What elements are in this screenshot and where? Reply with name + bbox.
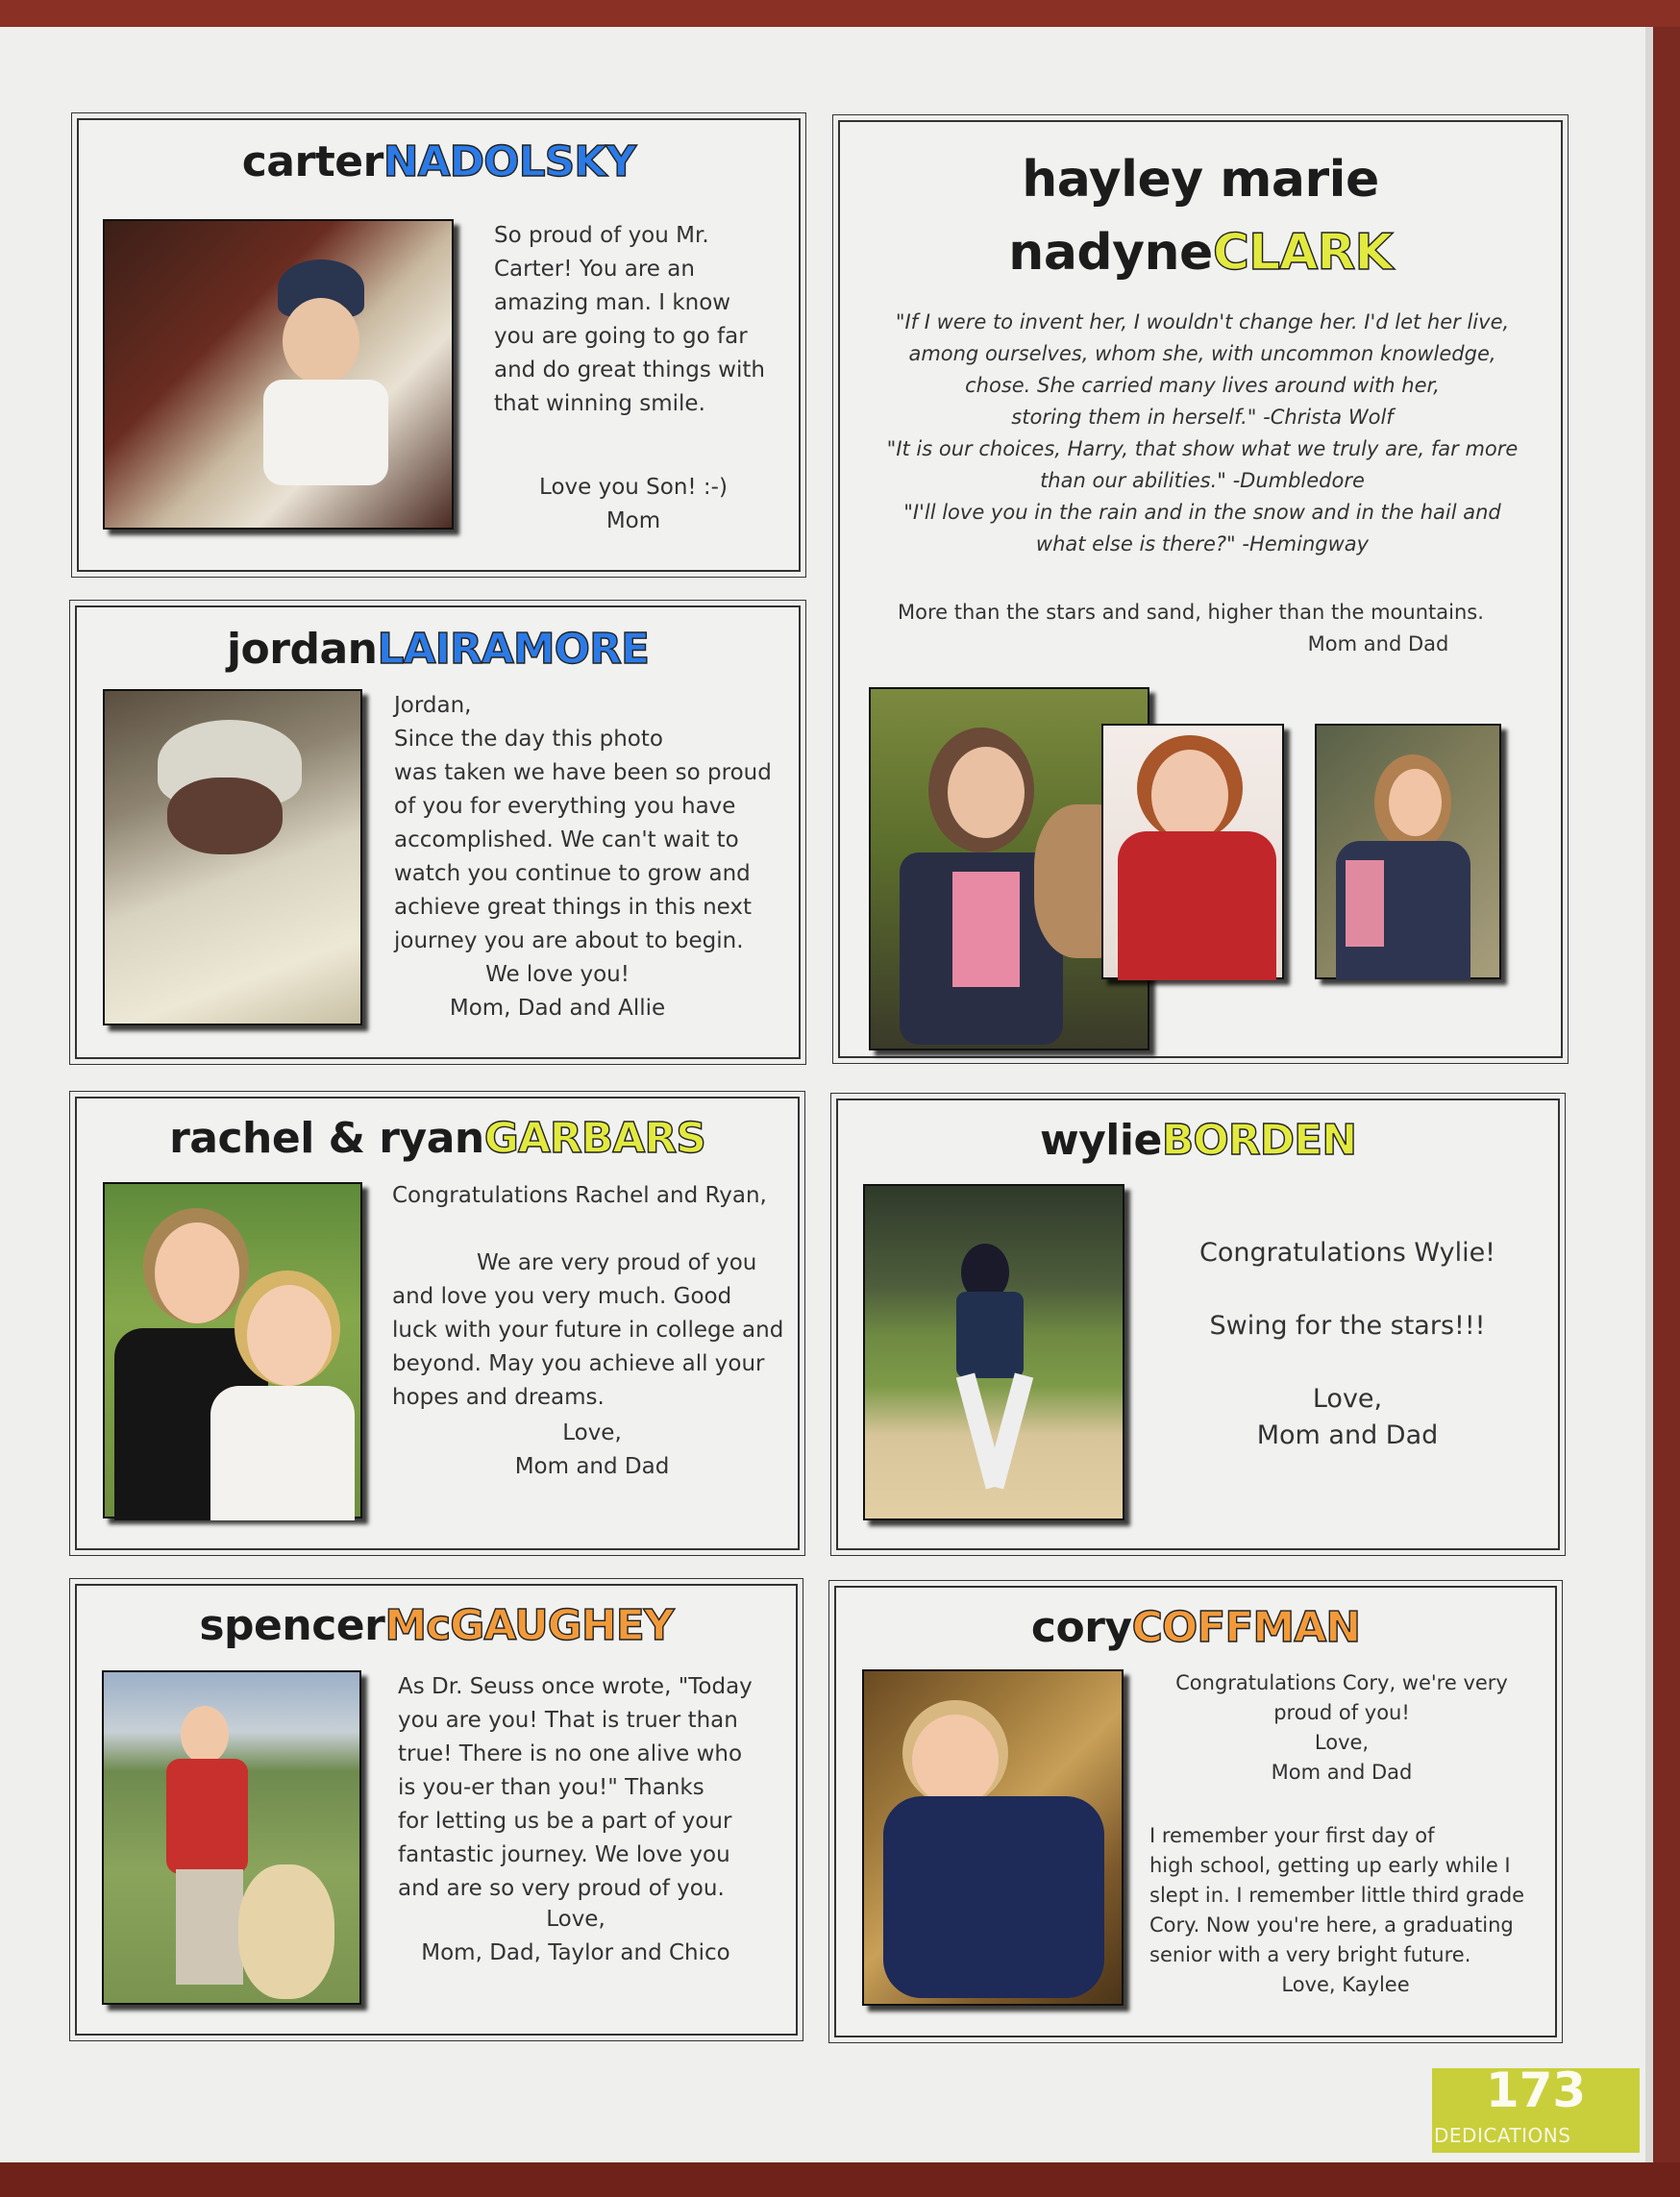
dedication-message: So proud of you Mr. Carter! You are an amazing man. I know you are going to go far and do great things with that winning smile. bbox=[494, 223, 765, 416]
dedication-spencer bbox=[75, 1584, 798, 2036]
dedication-greeting: Congratulations Rachel and Ryan, bbox=[392, 1183, 767, 1208]
dedication-signoff: Love, Kaylee bbox=[1281, 1973, 1410, 1996]
dedication-title bbox=[77, 625, 799, 674]
dedication-wylie bbox=[836, 1098, 1560, 1550]
first-name: wylie bbox=[1039, 1116, 1162, 1165]
dedication-title bbox=[77, 1114, 798, 1163]
wylie-photo bbox=[863, 1184, 1124, 1520]
garbars-photo bbox=[103, 1182, 362, 1518]
yearbook-page bbox=[0, 27, 1653, 2162]
bottom-border bbox=[0, 2162, 1680, 2197]
dedication-message: We are very proud of you and love you very much. Good luck with your future in college and beyond. May you achieve all your hopes and dreams. bbox=[392, 1250, 784, 1410]
last-name: McGAUGHEY bbox=[384, 1601, 674, 1650]
dedication-cory bbox=[834, 1586, 1557, 2037]
dedication-title bbox=[77, 1601, 796, 1650]
dedication-hayley bbox=[838, 120, 1563, 1058]
dedication-signoff: Love you Son! :-) Mom bbox=[539, 475, 728, 533]
dedication-garbars bbox=[75, 1097, 800, 1550]
page-number: 173 bbox=[1485, 2062, 1587, 2118]
first-name: carter bbox=[241, 137, 383, 186]
last-name: BORDEN bbox=[1161, 1116, 1357, 1165]
first-name: cory bbox=[1030, 1603, 1132, 1652]
hayley-photo-senior bbox=[1315, 724, 1501, 979]
first-name-line: hayley marie bbox=[1022, 151, 1379, 209]
jordan-photo bbox=[103, 689, 362, 1025]
last-name: CLARK bbox=[1212, 224, 1393, 282]
page-number-tab bbox=[1432, 2062, 1640, 2153]
dedication-title bbox=[836, 1603, 1555, 1652]
last-name: LAIRAMORE bbox=[377, 625, 650, 674]
dedication-signoff: Mom and Dad bbox=[1307, 632, 1449, 655]
last-name: NADOLSKY bbox=[383, 137, 636, 186]
middle-name: nadyne bbox=[1008, 224, 1213, 282]
section-label: DEDICATIONS bbox=[1434, 2124, 1571, 2147]
dedication-quotes: "If I were to invent her, I wouldn't change her. I'd let her live, among ourselves, whom she, with uncommon knowledge, chose. She carried many lives around with her, storing them in herself." -Christa Wolf "It is our choices, Harry, that show what we truly are, far more than our abilities." -Dumbledore "I'll love you in the rain and in the snow and in the hail and what else is there?" -Hemingway bbox=[886, 310, 1519, 555]
dedication-title bbox=[79, 137, 799, 186]
dedication-message-sibling: I remember your first day of high school, getting up early while I slept in. I remember little third grade Cory. Now you're here, a graduating senior with a very bright future. bbox=[1149, 1824, 1525, 1966]
dedication-carter bbox=[77, 118, 801, 572]
cory-photo bbox=[862, 1669, 1124, 2006]
dedication-title bbox=[840, 143, 1561, 289]
spencer-photo bbox=[102, 1670, 361, 2005]
dedication-signoff: Love, Mom and Dad bbox=[514, 1420, 670, 1479]
dedication-message-parents: Congratulations Cory, we're very proud of you! Love, Mom and Dad bbox=[1175, 1671, 1508, 1784]
dedication-message: More than the stars and sand, higher than the mountains. bbox=[898, 601, 1484, 624]
dedication-title bbox=[838, 1116, 1558, 1165]
dedication-jordan bbox=[75, 605, 801, 1059]
carter-photo bbox=[103, 219, 454, 530]
top-border bbox=[0, 0, 1680, 27]
hayley-photo-child bbox=[1101, 724, 1284, 979]
first-name: jordan bbox=[226, 625, 378, 674]
last-name: COFFMAN bbox=[1131, 1603, 1361, 1652]
dedication-signoff: Love, Mom, Dad, Taylor and Chico bbox=[421, 1907, 730, 1965]
last-name: GARBARS bbox=[483, 1114, 705, 1163]
dedication-message: As Dr. Seuss once wrote, "Today you are you! That is truer than true! There is no one alive who is you-er than you!" Thanks for letting us be a part of your fantastic journey. We love you and are so very proud of you. bbox=[398, 1674, 753, 1901]
first-name: rachel & ryan bbox=[169, 1114, 484, 1163]
dedication-message: Congratulations Wylie! Swing for the stars!!! Love, Mom and Dad bbox=[1198, 1238, 1496, 1450]
dedication-signoff: We love you! Mom, Dad and Allie bbox=[449, 962, 666, 1021]
dedication-message: Jordan, Since the day this photo was taken we have been so proud of you for everything you have accomplished. We can't wait to watch you continue to grow and achieve great things in this next journey you are about to begin. bbox=[394, 693, 772, 953]
first-name: spencer bbox=[199, 1601, 385, 1650]
